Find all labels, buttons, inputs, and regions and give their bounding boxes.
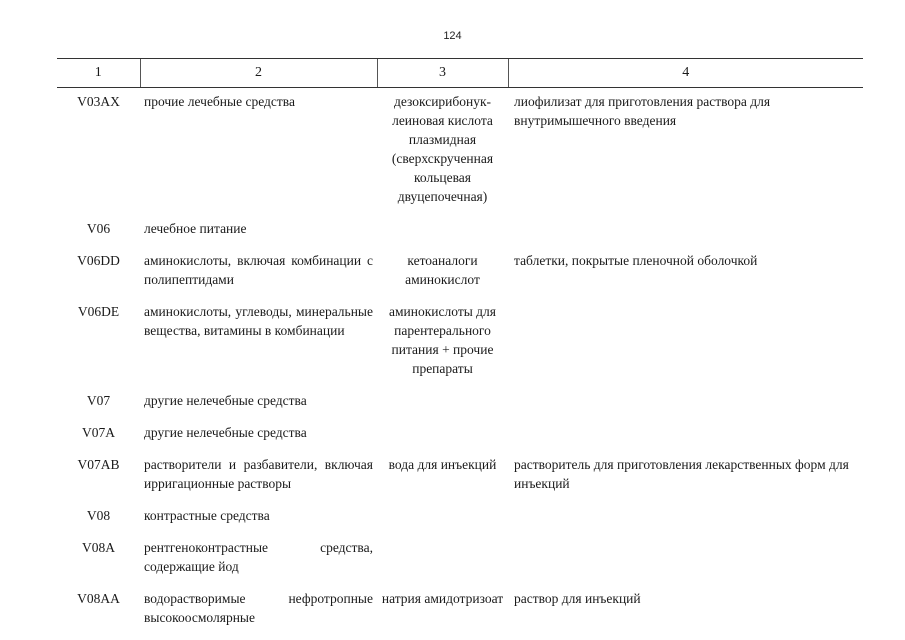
table-row [57,213,863,245]
page-number: 124 [443,30,462,42]
atc-code: V06DD [77,253,120,268]
group-name: аминокислоты, углеводы, минеральные вещества, витамины в комбинации [144,304,373,338]
table-header [57,59,863,88]
group-name: растворители и разбавители, включая ирригационные растворы [144,457,373,491]
group-name: лечебное питание [144,221,247,236]
substance-name: аминокислоты для парентерального питания + прочие препараты [389,304,496,376]
atc-code: V06 [86,221,111,236]
substance-name [377,500,508,532]
atc-code: V07A [82,425,115,440]
atc-code: V08A [82,540,115,555]
drug-table [57,58,863,634]
dosage-form [508,296,863,385]
atc-code: V07 [86,393,111,408]
group-name: другие нелечебные средства [144,393,307,408]
substance-name [377,532,508,583]
drug-table-container [57,58,863,634]
table-row [57,385,863,417]
substance-name [377,385,508,417]
dosage-form [508,500,863,532]
substance-name: вода для инъекций [388,457,497,472]
column-header-3: 3 [377,59,508,88]
dosage-form: раствор для инъекций [514,591,641,606]
table-row [57,88,863,214]
atc-code: V07AB [77,457,120,472]
group-name: аминокислоты, включая комбинации с полипептидами [144,253,373,287]
dosage-form: растворитель для приготовления лекарственных форм для инъекций [514,457,849,491]
dosage-form [508,213,863,245]
table-row [57,417,863,449]
group-name: водорастворимые нефротропные высокоосмолярные [144,591,373,625]
dosage-form [508,417,863,449]
substance-name [377,417,508,449]
column-header-2: 2 [140,59,377,88]
substance-name: натрия амидотризоат [381,591,504,606]
group-name: контрастные средства [144,508,270,523]
table-row [57,245,863,296]
table-row [57,449,863,500]
dosage-form [508,385,863,417]
table-row [57,500,863,532]
group-name: рентгеноконтрастные средства, содержащие йод [144,540,373,574]
atc-code: V08 [86,508,111,523]
substance-name [377,213,508,245]
atc-code: V03AX [77,94,120,109]
dosage-form: лиофилизат для приготовления раствора для внутримышечного введения [514,94,771,128]
group-name: прочие лечебные средства [144,94,295,109]
table-row [57,296,863,385]
substance-name: дезоксирибонук-леиновая кислота плазмидная (сверхскрученная кольцевая двуцепочечная) [391,94,494,204]
dosage-form [508,532,863,583]
group-name: другие нелечебные средства [144,425,307,440]
atc-code: V06DE [77,304,120,319]
table-row [57,583,863,634]
substance-name: кетоаналоги аминокислот [405,253,480,287]
column-header-1: 1 [57,59,140,88]
atc-code: V08AA [77,591,120,606]
dosage-form: таблетки, покрытые пленочной оболочкой [514,253,758,268]
column-header-4: 4 [508,59,863,88]
header-row [57,59,863,88]
table-row [57,532,863,583]
table-body [57,88,863,635]
